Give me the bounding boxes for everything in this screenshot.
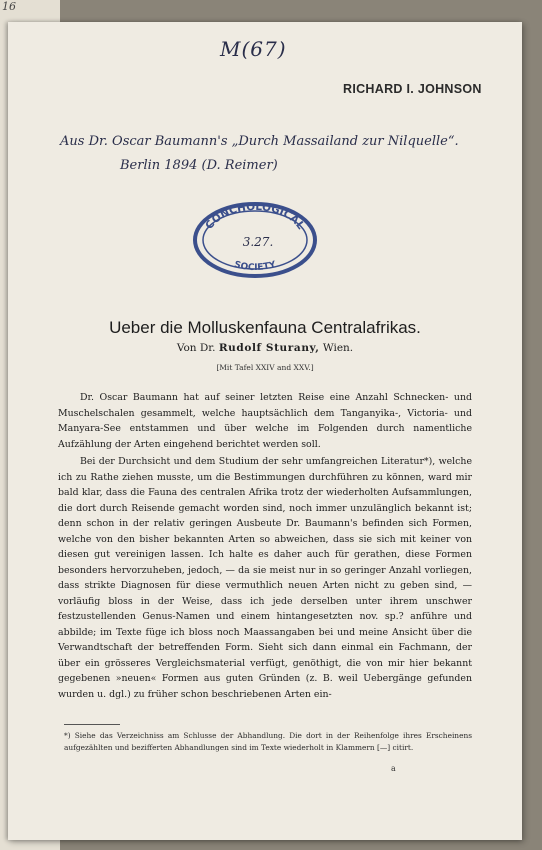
paragraph-2: Bei der Durchsicht und dem Studium der sehr umfangreichen Literatur*), welche ich zu Rathe ziehen musste, um die Bestimmungen durchführen zu können, ward mir bald klar, dass die Fauna des centralen Afrika trotz der wiederholten Aufsammlungen, die dort durch Reisende gemacht worden sind, noch immer unzulänglich bekannt ist; denn schon in der relativ geringen Ausbeute Dr. Baumann's befinden sich Formen, welche von den bisher bekannten Arten so abweichen, dass sie sich mit keiner von diesen gut vereinigen lassen. Ich halte es daher auch für gerathen, diese Formen besonders hervorzuheben, jedoch, — da sie meist nur in so geringer Anzahl vorliegen, dass strikte Diagnosen für diese vermuthlich neuen Arten nicht zu geben sind, — vorläufig bloss in der Weise, dass ich jede derselben unter ihrem unschwer festzustellenden Genus-Namen und einem hintangesetzten nov. sp.? anführe und abbilde; im Texte füge ich bloss noch Maassangaben bei und meine Ansicht über die Verwandtschaft der betreffenden Form. Sieht sich dann einmal ein Fachmann, der über ein grösseres Vergleichsmaterial verfügt, genöthigt, die von mir hier bekannt gegebenen »neuen« Formen aus guten Gründen (z. B. weil Uebergänge gefunden wurden u. dgl.) zu früher schon beschriebenen Arten ein- xyxy=(58,456,472,700)
inscription-line-1: Aus Dr. Oscar Baumann's „Durch Massailand zur Nilquelle“. xyxy=(60,134,459,149)
owner-stamp: RICHARD I. JOHNSON xyxy=(343,82,482,96)
byline-prefix: Von Dr. xyxy=(176,342,216,354)
footnote: *) Siehe das Verzeichniss am Schlusse der Abhandlung. Die dort in der Reihenfolge ihres Erscheinens aufgezählten und bezifferten Abhandlungen sind im Texte wiederholt in Klammern [—] citirt. xyxy=(64,731,472,752)
plate-note: [Mit Tafel XXIV and XXV.] xyxy=(216,363,314,372)
byline xyxy=(8,342,522,354)
footnote-rule xyxy=(64,724,120,725)
catalog-number: M(67) xyxy=(220,37,287,61)
paragraph-1: Dr. Oscar Baumann hat auf seiner letzten Reise eine Anzahl Schnecken- und Muschelschalen gesammelt, welche hauptsächlich dem Tanganyika-, Victoria- und Manyara-See entstammen und über welche im Folgenden durch namentliche Aufzählung der Arten eingehend berichtet werden soll. xyxy=(58,392,472,450)
conchological-society-stamp xyxy=(190,200,320,284)
stamp-seal-icon xyxy=(190,200,320,280)
svg-text:CONCHOLOGICAL: CONCHOLOGICAL xyxy=(203,200,307,232)
inscription-line-2: Berlin 1894 (D. Reimer) xyxy=(120,158,278,173)
document-page xyxy=(8,22,522,840)
edge-mark: 16 xyxy=(2,0,16,13)
signature-mark: a xyxy=(391,764,396,773)
byline-place: Wien. xyxy=(322,342,354,354)
svg-text:3.27.: 3.27. xyxy=(242,235,274,249)
author-name: Rudolf Sturany, xyxy=(218,342,320,354)
article-title: Ueber die Molluskenfauna Centralafrikas. xyxy=(109,318,421,337)
body-text xyxy=(58,390,472,704)
svg-text:SOCIETY: SOCIETY xyxy=(232,259,278,274)
